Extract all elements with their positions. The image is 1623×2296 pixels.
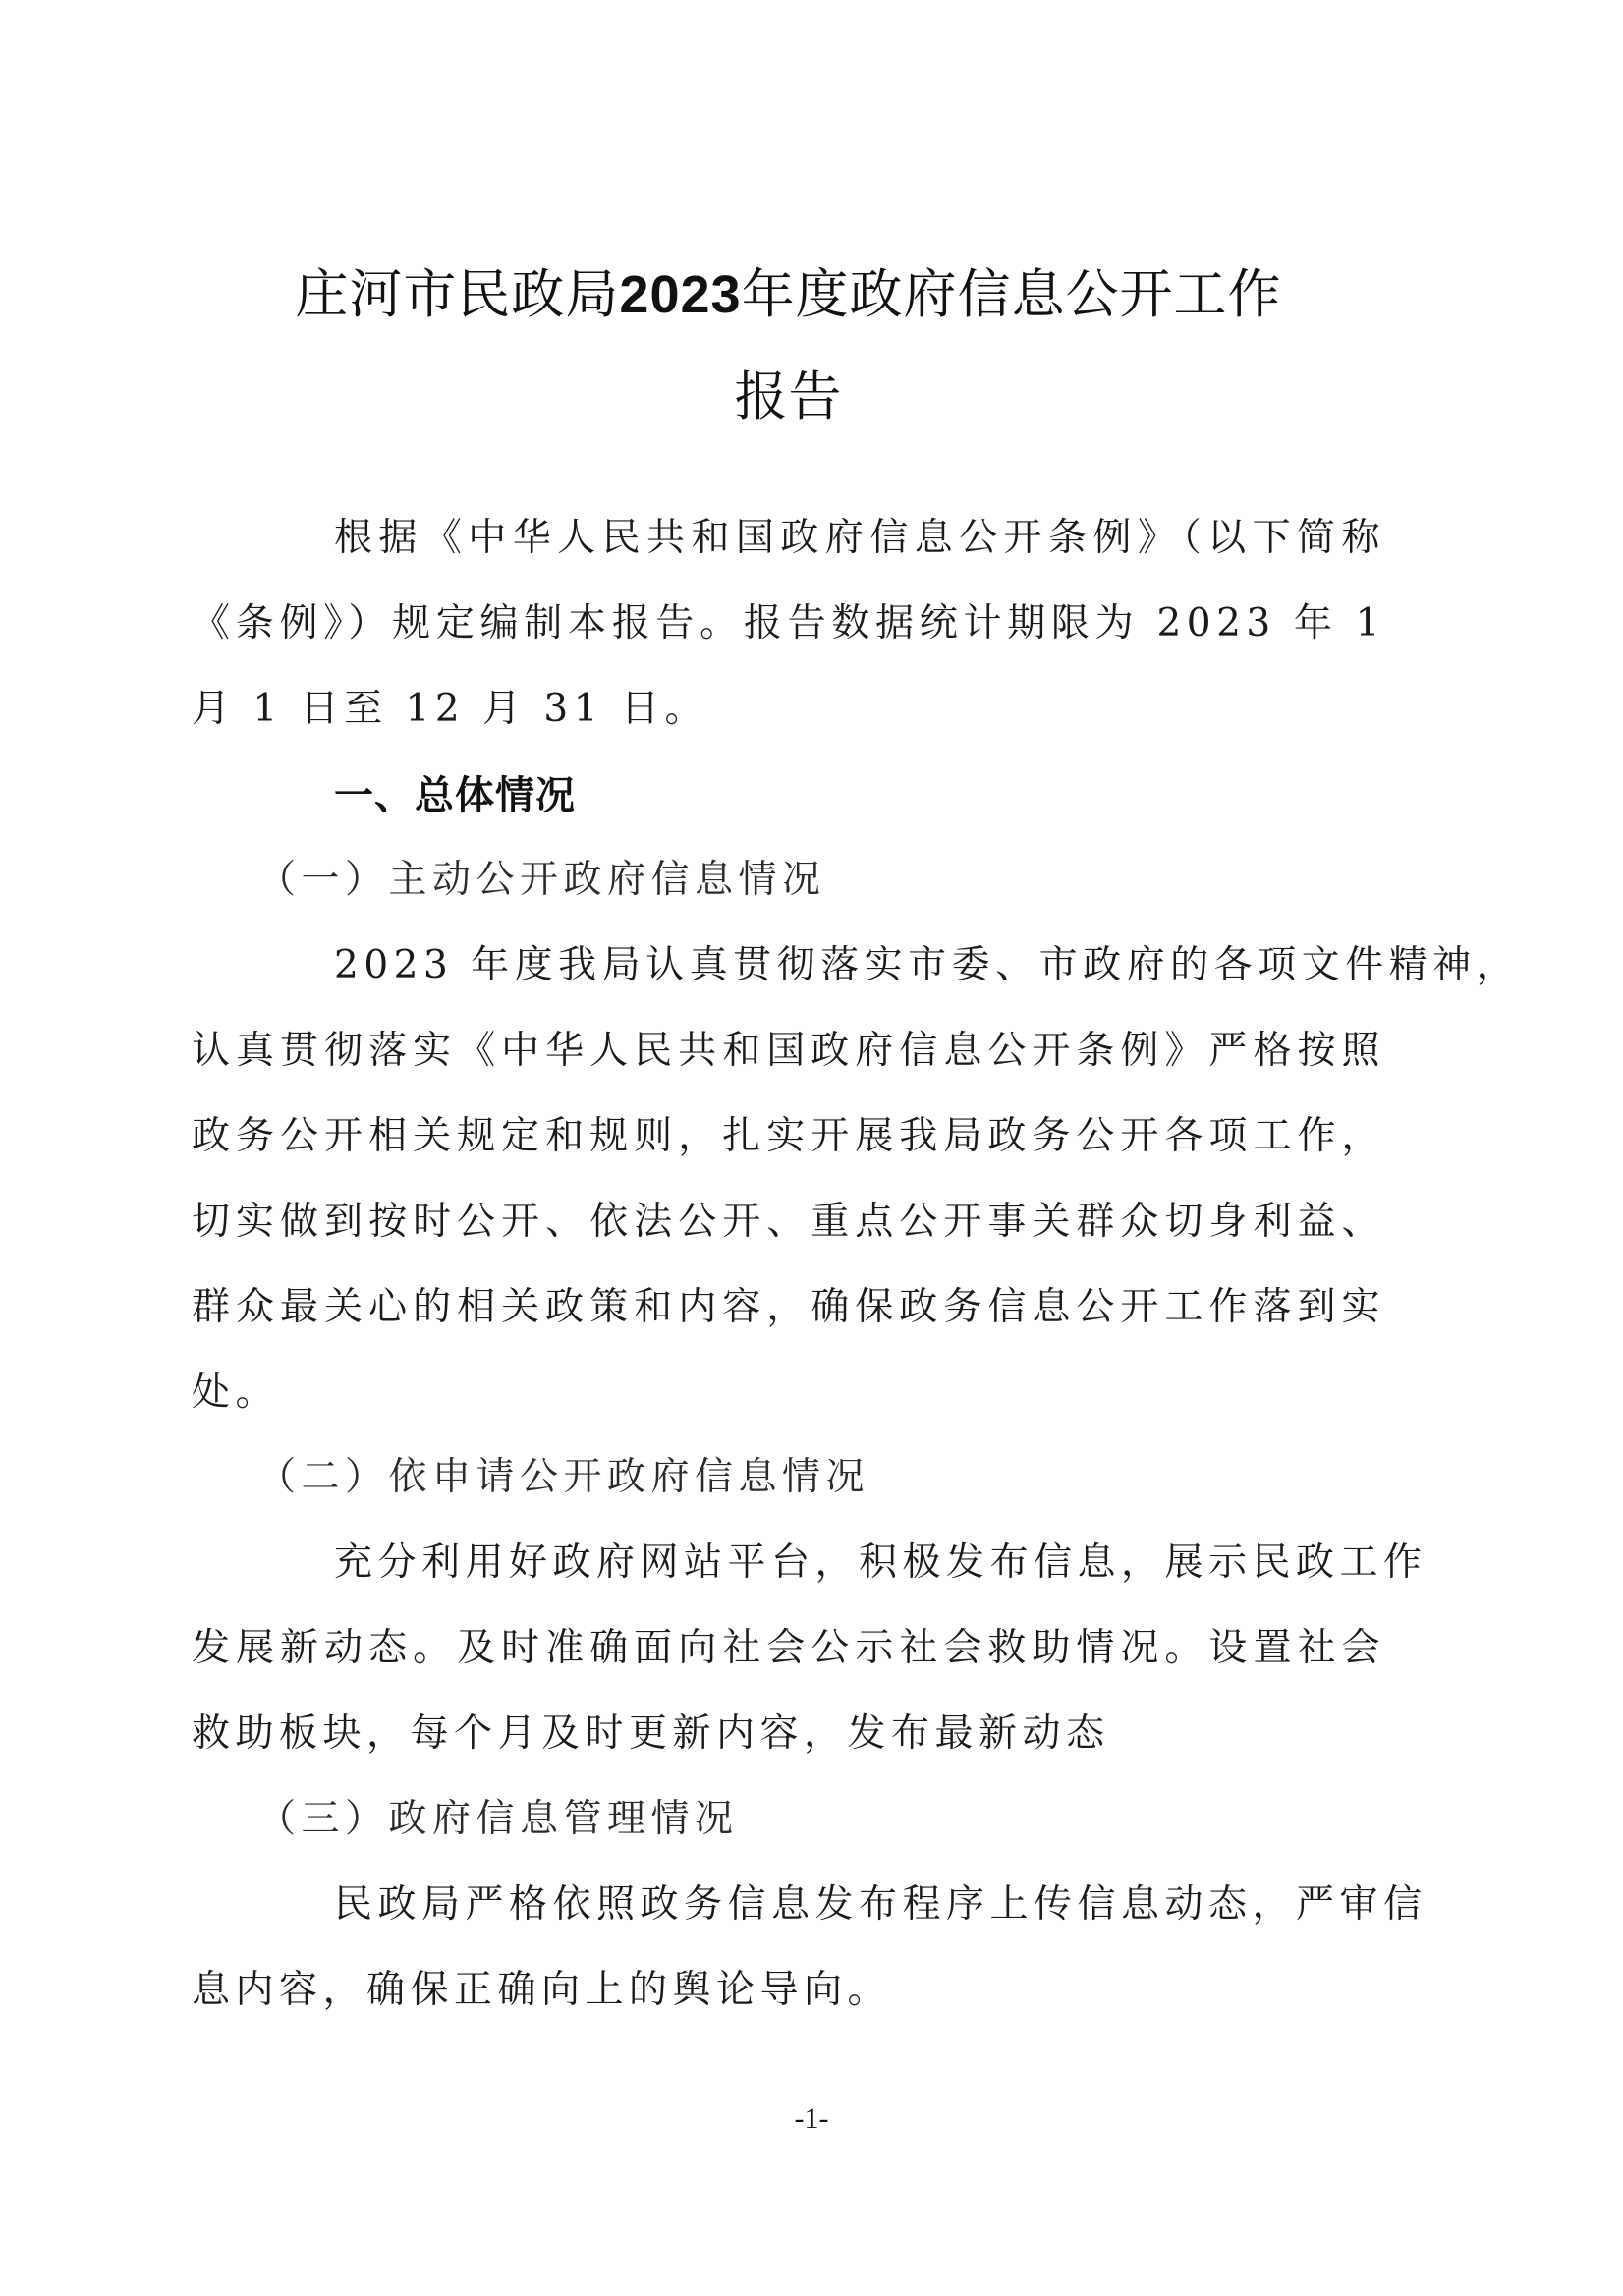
paragraph-line: 2023 年度我局认真贯彻落实市委、市政府的各项文件精神， — [334, 943, 1521, 987]
paragraph-line: 充分利用好政府网站平台，积极发布信息，展示民政工作 — [334, 1540, 1427, 1585]
title-prefix: 庄河市民政局 — [295, 263, 620, 325]
paragraph-line: 切实做到按时公开、依法公开、重点公开事关群众切身利益、 — [192, 1200, 1385, 1244]
section-heading-overview: 一、总体情况 — [334, 773, 576, 818]
intro-line-1: 根据《中华人民共和国政府信息公开条例》（以下简称 — [334, 516, 1385, 560]
paragraph-line: 息内容，确保正确向上的舆论导向。 — [192, 1968, 892, 2012]
paragraph-line: 群众最关心的相关政策和内容，确保政务信息公开工作落到实 — [192, 1285, 1385, 1329]
intro-line-3: 月 1 日至 12 月 31 日。 — [192, 687, 708, 731]
title-suffix: 年度政府信息公开工作 — [741, 263, 1282, 325]
document-title-line-1 — [192, 244, 1385, 346]
page-number: -1- — [794, 2102, 829, 2135]
intro-line-2: 《条例》）规定编制本报告。报告数据统计期限为 2023 年 1 — [192, 601, 1385, 645]
paragraph-line: 认真贯彻落实《中华人民共和国政府信息公开条例》严格按照 — [192, 1029, 1385, 1073]
subsection-heading-proactive-disclosure: （一）主动公开政府信息情况 — [257, 858, 826, 902]
paragraph-line: 民政局严格依照政务信息发布程序上传信息动态，严审信 — [334, 1882, 1427, 1927]
subsection-heading-information-management: （三）政府信息管理情况 — [257, 1797, 739, 1841]
title-year: 2023 — [619, 265, 742, 324]
paragraph-line: 政务公开相关规定和规则，扎实开展我局政务公开各项工作， — [192, 1114, 1385, 1158]
paragraph-line: 发展新动态。及时准确面向社会公示社会救助情况。设置社会 — [192, 1626, 1385, 1670]
paragraph-line: 处。 — [192, 1371, 280, 1415]
subsection-heading-request-disclosure: （二）依申请公开政府信息情况 — [257, 1455, 870, 1499]
document-title-line-2: 报告 — [734, 365, 843, 427]
paragraph-line: 救助板块，每个月及时更新内容，发布最新动态 — [192, 1711, 1110, 1756]
